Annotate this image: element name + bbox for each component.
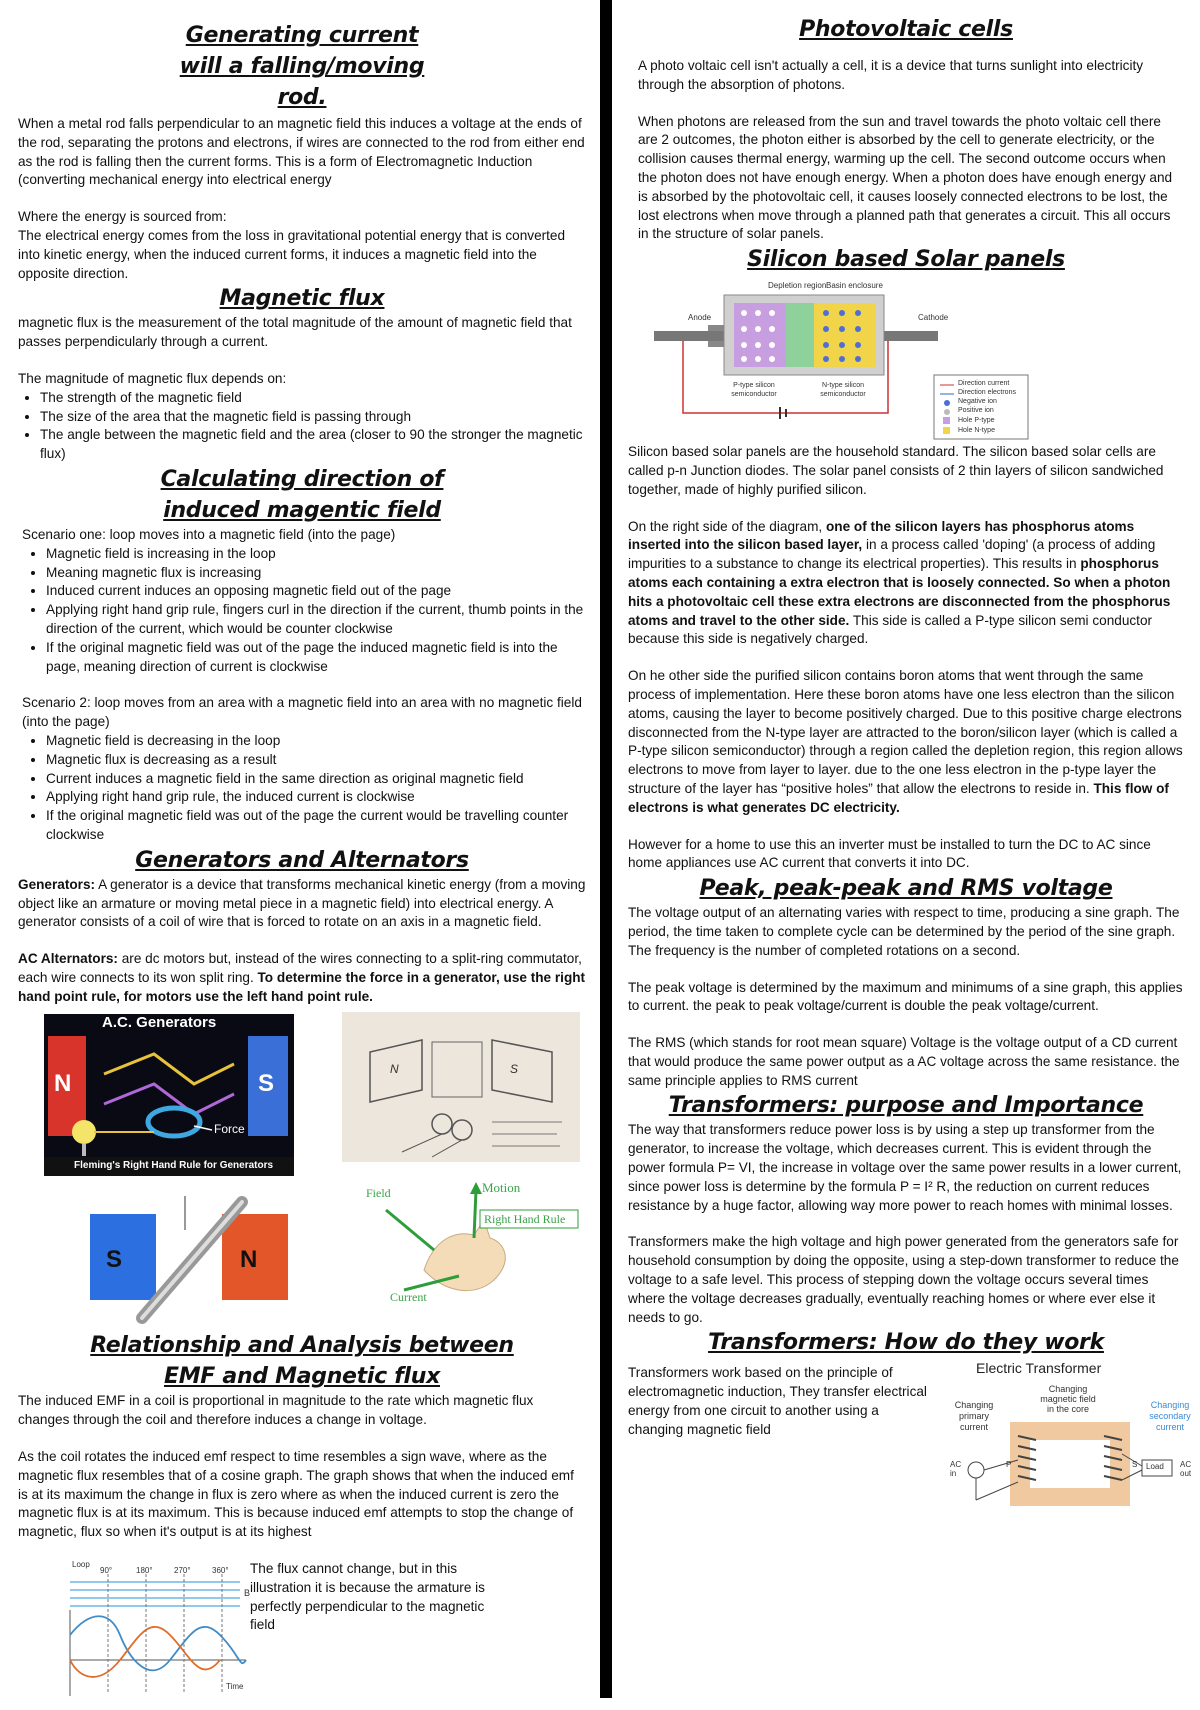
ac-generator-force: Force [214,1122,245,1137]
right-column [612,0,1200,1698]
section-title-magnetic-flux: Magnetic flux [219,286,385,312]
list-item: • If the original magnetic field was out of the page the current would be travelling counter clockwise [46,807,586,845]
graph-loop-label: Loop [72,1560,90,1570]
alternators-label: AC Alternators: [18,951,118,967]
peak-paragraph-3: The RMS (which stands for root mean square) Voltage is the voltage output of a CD current that would produce the same power output as a AC voltage across the same resistance. the same principle applies to RMS current [628,1035,1180,1088]
peak-paragraph-2: The peak voltage is determined by the maximum and minimums of a sine graph, this applies to current. the peak to peak voltage/current is double the peak voltage/current. [628,979,1183,1014]
gen-paragraph-2-head: Where the energy is sourced from: [18,209,227,225]
list-item: • The strength of the magnetic field [40,389,586,408]
solar-diagram-graphic [628,275,1188,443]
ac-generator-n: N [54,1070,72,1098]
list-item: • Induced current induces an opposing magnetic field out of the page [46,582,586,601]
magnet-n: N [240,1246,258,1274]
alternators-text: are dc motors but, instead of the wires connecting to a split-ring commutator, each wire connects to its won split ring. [18,951,582,985]
legend-direction-current: Direction current [958,380,1010,388]
graph-time-label: Time [226,1682,244,1692]
list-item: • The size of the area that the magnetic field is passing through [40,408,586,427]
section-title-direction: Calculating direction of induced magentic field [160,466,444,523]
transformer-row [628,1360,1192,1524]
tw-paragraph-1: Transformers work based on the principle of electromagnetic induction, They transfer electrical energy from one circuit to another using a changing magnetic field [628,1365,927,1437]
list-item: • Meaning magnetic flux is increasing [46,564,586,583]
si-p2-part-e: This side is called a P-type silicon semi conductor because this side is negatively charged. [628,612,1153,647]
legend-hole-ptype: Hole P-type [958,417,995,425]
section-title-silicon: Silicon based Solar panels [747,247,1065,273]
section-title-transformers-work: Transformers: How do they work [708,1330,1104,1356]
sketch-s: S [510,1062,519,1077]
si-paragraph-4: However for a home to use this an inverter must be installed to turn the DC to AC since home appliances use AC current that converts it into DC. [628,836,1151,871]
et-secondary: Changing secondary current [1149,1400,1191,1433]
column-divider [600,0,612,1698]
scenario-1-head: Scenario one: loop moves into a magnetic field (into the page) [22,526,396,542]
si-p2-part-b: one of the silicon layers has phosphorus atoms inserted into the silicon based layer, [628,518,1135,553]
flux-list [18,389,586,464]
graph-b-label: B [244,1588,251,1599]
emf-graph-row [18,1560,586,1710]
diag-ptype: P-type silicon semiconductor [731,382,777,399]
pv-paragraph-1: A photo voltaic cell isn't actually a cell, it is a device that turns sunlight into electricity through the absorption of photons. [638,58,1144,92]
et-title: Electric Transformer [976,1360,1102,1377]
scenario-2-list [18,732,586,845]
solar-diagram [628,275,1184,443]
list-item: • Applying right hand grip rule, the induced current is clockwise [46,788,586,807]
list-item: • The angle between the magnetic field and the area (closer to 90 the stronger the magnetic flux) [40,426,586,464]
graph-tick-180: 180° [136,1566,153,1576]
legend-positive-ion: Positive ion [958,407,994,415]
graph-tick-90: 90° [100,1566,113,1576]
ac-generator-caption: Fleming's Right Hand Rule for Generators [74,1160,274,1172]
emf-flux-graph [60,1560,256,1696]
list-item: • Magnetic field is increasing in the loop [46,545,586,564]
et-load: Load [1146,1462,1164,1472]
si-p2-part-a: On the right side of the diagram, [628,518,823,534]
diag-depletion: Depletion region [768,281,827,291]
et-s: S [1132,1460,1138,1470]
magnet-s: S [106,1246,123,1274]
diag-cathode: Cathode [918,313,949,323]
graph-tick-270: 270° [174,1566,191,1576]
emf-paragraph-2: As the coil rotates the induced emf respect to time resembles a sign wave, where as the magnetic flux resembles that of a cosine graph. The graph shows that when the induced emf is at its maximum the change in flux is zero where as when the induced current is zero the magnetic flux is at its maximum. This is because induced emf attempts to stop the change of magnetic, flux so when it's output is at its highest [18,1449,574,1540]
legend-hole-ntype: Hole N-type [958,427,995,435]
tp-paragraph-1: The way that transformers reduce power loss is by using a step up transformer from the generator, to increase the voltage, which decreases current. This is evident through the power formula P= VI, the increase in voltage over the same power results in a lower current, since power loss is determine by the formula P = I² R, the reduction on current reduces resistance by a huge factor, allowing way more power to reach homes with minimal losses. [628,1122,1182,1213]
left-column [0,0,600,1698]
generator-images [18,1012,586,1330]
peak-paragraph-1: The voltage output of an alternating varies with respect to time, producing a sine graph. The period, the time taken to complete cycle can be determined by the period of the sine graph. The frequency is the number of completed rotations on a second. [628,905,1180,958]
magnet-rod-image [70,1190,300,1328]
scenario-1-list [18,545,586,677]
diag-ntype: N-type silicon semiconductor [820,382,866,399]
si-paragraph-3 [628,667,1184,817]
ac-generator-image [44,1014,294,1176]
section-title-emf: Relationship and Analysis between EMF and Magnetic flux [90,1333,514,1390]
tp-paragraph-2: Transformers make the high voltage and high power generated from the generators safe for household consumption by doing the opposite, using a step-down transformer to reduce the voltage to a safe level. This process of stepping down the voltage occurs several times where the voltage decreases gradually, eventually reaching homes or where ever else it needs to go. [628,1234,1179,1325]
section-title-photovoltaic: Photovoltaic cells [799,17,1013,42]
hand-rule: Right Hand Rule [484,1212,566,1227]
list-item: • Applying right hand grip rule, fingers curl in the direction if the current, thumb points in the direction of the current, which would be counter clockwise [46,601,586,639]
generator-sketch-image [342,1012,580,1162]
et-core: Changing magnetic field in the core [1040,1384,1096,1415]
flux-paragraph-1: magnetic flux is the measurement of the total magnitude of the amount of magnetic field that passes perpendicularly through a current. [18,315,572,350]
section-title-generators: Generators and Alternators [135,847,469,873]
right-hand-rule-image [364,1180,582,1308]
legend-direction-electrons: Direction electrons [958,389,1016,397]
emf-note: The flux cannot change, but in this illustration it is because the armature is perfectly perpendicular to the magnetic field [250,1561,485,1633]
graph-tick-360: 360° [212,1566,229,1576]
hand-field: Field [366,1186,391,1201]
list-item: • Magnetic flux is decreasing as a result [46,751,586,770]
et-ac-out: AC out [1180,1460,1192,1479]
hand-current: Current [390,1290,427,1305]
si-paragraph-2 [628,518,1184,650]
scenario-2-head: Scenario 2: loop moves from an area with a magnetic field into an area with no magnetic field (into the page) [22,695,582,730]
si-p3-part-b: This flow of electrons is what generates DC electricity. [628,780,1169,815]
diag-anode: Anode [688,313,712,323]
flux-paragraph-2: The magnitude of magnetic flux depends on: [18,370,287,386]
et-ac-in: AC in [950,1460,962,1479]
diag-basin: Basin enclosure [826,281,883,291]
section-title-peak: Peak, peak-peak and RMS voltage [699,876,1113,902]
hand-motion: Motion [482,1180,521,1196]
generators-text: A generator is a device that transforms mechanical kinetic energy (from a moving object like an armature or moving metal piece in a magnetic field) into electrical energy. A generator consists of a coil of wire that is forced to rotate on an axis in a magnetic field. [18,876,586,930]
gen-paragraph-2: The electrical energy comes from the loss in gravitational potential energy that is converted into kinetic energy, when the induced current forms, it induces a magnetic field into the opposite direction. [18,227,566,281]
sketch-n: N [390,1062,399,1077]
emf-paragraph-1: The induced EMF in a coil is proportional in magnitude to the rate which magnetic flux changes through the coil and therefore induces a change in voltage. [18,1393,534,1428]
alternators-paragraph [18,950,586,1006]
si-p2-part-d: phosphorus atoms each containing a extra electron that is loosely connected. So when a photon hits a photovoltaic cell these extra electrons are disconnected from the phosphorus atoms and travel to the other side. [628,556,1171,628]
pv-paragraph-2: When photons are released from the sun and travel towards the photo voltaic cell there are 2 outcomes, the photon either is absorbed by the cell to generate electricity, or the collision causes thermal energy, warming up the cell. The second outcome occurs when the photon does not have enough energy. When a photon does have enough energy and is absorbed by the photovoltaic cell, it causes loosely connected electrons to be lost, the lost electrons when move through a planned path that generates a circuit. This all occurs in the structure of solar panels. [638,113,1173,242]
section-title-transformers-purpose: Transformers: purpose and Importance [668,1093,1144,1119]
gen-paragraph-1: When a metal rod falls perpendicular to an magnetic field this induces a voltage at the ends of the rod, separating the protons and electrons, if wires are connected to the rod from either end as the rod is falling then the current forms. This is a form of Electromagnetic Induction (converting mechanical energy into electrical energy [18,116,585,188]
et-primary: Changing primary current [954,1400,994,1433]
ac-generator-s: S [258,1070,275,1098]
generators-paragraph [18,876,586,932]
electric-transformer-image [946,1360,1200,1518]
si-paragraph-1: Silicon based solar panels are the household standard. The silicon based solar cells are called p-n Junction diodes. The solar panel consists of 2 thin layers of silicon sandwiched together, made of highly purified silicon. [628,444,1164,497]
si-p2-part-c: in a process called 'doping' (a process of adding impurities to a substance to change its electrical properties). This results in [628,537,1156,572]
ac-generator-title: A.C. Generators [102,1014,217,1032]
legend-negative-ion: Negative ion [958,398,997,406]
list-item: • If the original magnetic field was out of the page the induced magnetic field is into the page, meaning direction of current is clockwise [46,639,586,677]
alternators-bold: To determine the force in a generator, use the right hand point rule, for motors use the left hand point rule. [18,969,586,1004]
list-item: • Magnetic field is decreasing in the loop [46,732,586,751]
section-title-generating-current: Generating current will a falling/moving rod. [179,23,425,110]
list-item: • Current induces a magnetic field in the same direction as original magnetic field [46,770,586,789]
et-p: P [1006,1460,1012,1470]
si-p3-part-a: On he other side the purified silicon contains boron atoms that went through the same process of implementation. Here these boron atoms have one less electron than the silicon atoms, causing the layer to become positively charged. Due to this positive charge electrons disconnected from the N-type layer are attracted to the boron/silicon layer (which is called a P-type silicon semiconductor) through a region called the depletion region, this region allows electrons to move from layer to layer. due to the one less electron in the p-type layer the structure of the layer has “positive holes” that allow the electrons to reside in. [628,668,1183,796]
generators-label: Generators: [18,876,96,892]
